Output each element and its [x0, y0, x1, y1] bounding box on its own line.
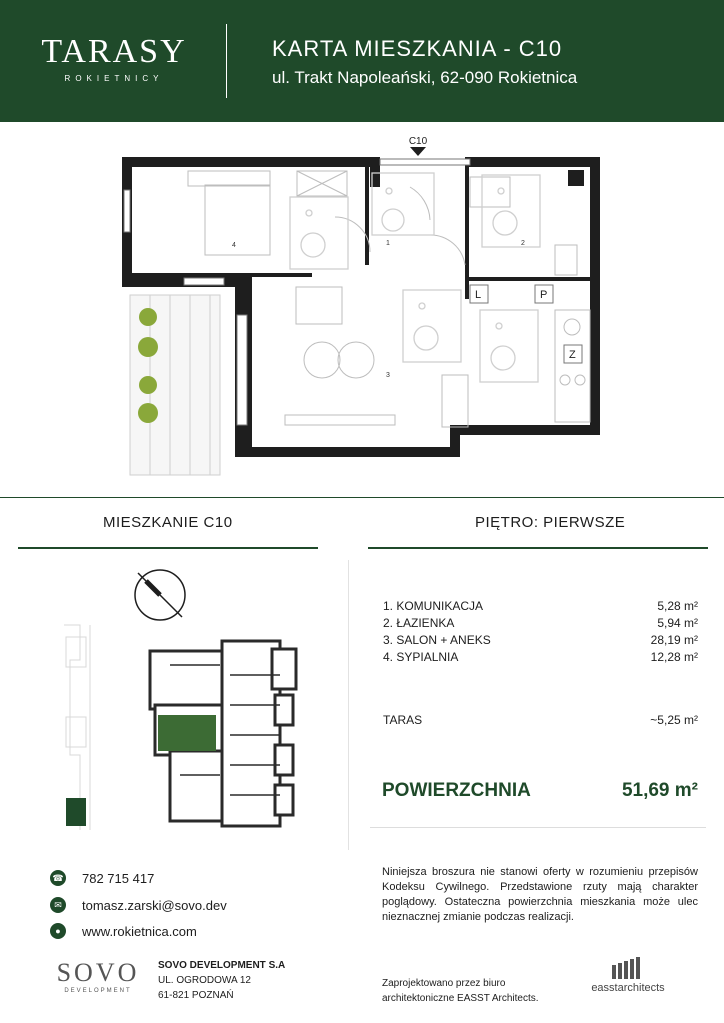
room-name: 4. SYPIALNIA: [383, 650, 459, 664]
room-row: [383, 649, 698, 666]
room-row: [383, 632, 698, 649]
globe-icon: ●: [50, 923, 66, 939]
page-address: ul. Trakt Napoleański, 62-090 Rokietnica: [272, 68, 578, 87]
room-name: 3. SALON + ANEKS: [383, 633, 491, 647]
room-number-2: 2: [521, 240, 525, 247]
developer-logo-text: SOVO: [56, 958, 140, 987]
architect-logo: [583, 955, 673, 994]
floor-title: PIĘTRO: PIERWSZE: [475, 514, 626, 531]
compass-icon: [135, 570, 185, 620]
column-divider: [348, 560, 349, 850]
building-marker: [66, 798, 86, 826]
phone-icon: ☎: [50, 870, 66, 886]
total-area-label: POWIERZCHNIA: [382, 780, 531, 801]
room-area: 5,94 m²: [657, 616, 698, 630]
developer-logo: [52, 958, 144, 994]
room-number-4: 4: [232, 242, 236, 249]
apartment-title: MIESZKANIE C10: [103, 514, 233, 531]
apartment-title-underline: [18, 547, 318, 549]
terrace-area: ~5,25 m²: [650, 713, 698, 727]
architect-logo-icon: [608, 955, 648, 979]
total-area-value: 51,69 m²: [621, 780, 698, 801]
floor-plan: [100, 135, 620, 485]
footer-divider: [370, 827, 706, 828]
website-link[interactable]: www.rokietnica.com: [82, 923, 197, 939]
section-divider: [0, 497, 724, 498]
room-number-1: 1: [386, 240, 390, 247]
phone-number[interactable]: 782 715 417: [82, 870, 155, 886]
architect-line-1: Zaprojektowano przez biuro: [382, 978, 506, 989]
disclaimer: Niniejsza broszura nie stanowi oferty w rozumieniu przepisów Kodeksu Cywilnego. Przedstawione rzuty mają charakter poglądowy. Ostateczna powierzchnia mieszkania może ulec nieznacznej zmianie podczas realizacji.: [382, 866, 698, 923]
floor-title-underline: [368, 547, 708, 549]
architect-line-2: architektoniczne EASST Architects.: [382, 993, 539, 1004]
terrace-label: TARAS: [383, 713, 423, 727]
brand-subtitle: ROKIETNICY: [64, 74, 164, 83]
room-area: 28,19 m²: [650, 633, 698, 647]
total-area-row: [382, 780, 698, 802]
room-row: [383, 598, 698, 615]
header-divider: [226, 24, 227, 98]
fixture-label-l: L: [475, 289, 482, 301]
developer-street: UL. OGRODOWA 12: [158, 975, 251, 986]
room-row: [383, 615, 698, 632]
building-location-map: [50, 565, 320, 840]
architect-credit: [382, 976, 539, 1006]
mail-icon: ✉: [50, 897, 66, 913]
email-link[interactable]: tomasz.zarski@sovo.dev: [82, 897, 227, 913]
header-banner: [0, 0, 724, 122]
developer-city: 61-821 POZNAŃ: [158, 990, 234, 1001]
page-title: KARTA MIESZKANIA - C10: [272, 36, 563, 61]
fixture-label-z: Z: [569, 349, 576, 361]
developer-logo-sub: DEVELOPMENT: [64, 988, 132, 994]
apartment-highlight: [158, 715, 216, 751]
contact-email: [50, 897, 227, 913]
room-list: [383, 598, 698, 666]
room-area: 12,28 m²: [650, 650, 698, 664]
unit-label: C10: [408, 136, 428, 147]
room-number-3: 3: [386, 372, 390, 379]
terrace-row: [383, 712, 698, 729]
room-name: 1. KOMUNIKACJA: [383, 599, 484, 613]
room-area: 5,28 m²: [657, 599, 698, 613]
contact-web: [50, 923, 197, 939]
brand-logo: [36, 34, 192, 83]
brand-name: TARASY: [41, 33, 187, 70]
developer-name: SOVO DEVELOPMENT S.A: [158, 960, 286, 971]
room-name: 2. ŁAZIENKA: [383, 616, 455, 630]
architect-logo-text: easstarchitects: [591, 982, 665, 994]
contact-phone: [50, 870, 154, 886]
entrance-marker-icon: [410, 147, 426, 156]
developer-address: [158, 958, 285, 1003]
fixture-label-p: P: [540, 289, 548, 301]
